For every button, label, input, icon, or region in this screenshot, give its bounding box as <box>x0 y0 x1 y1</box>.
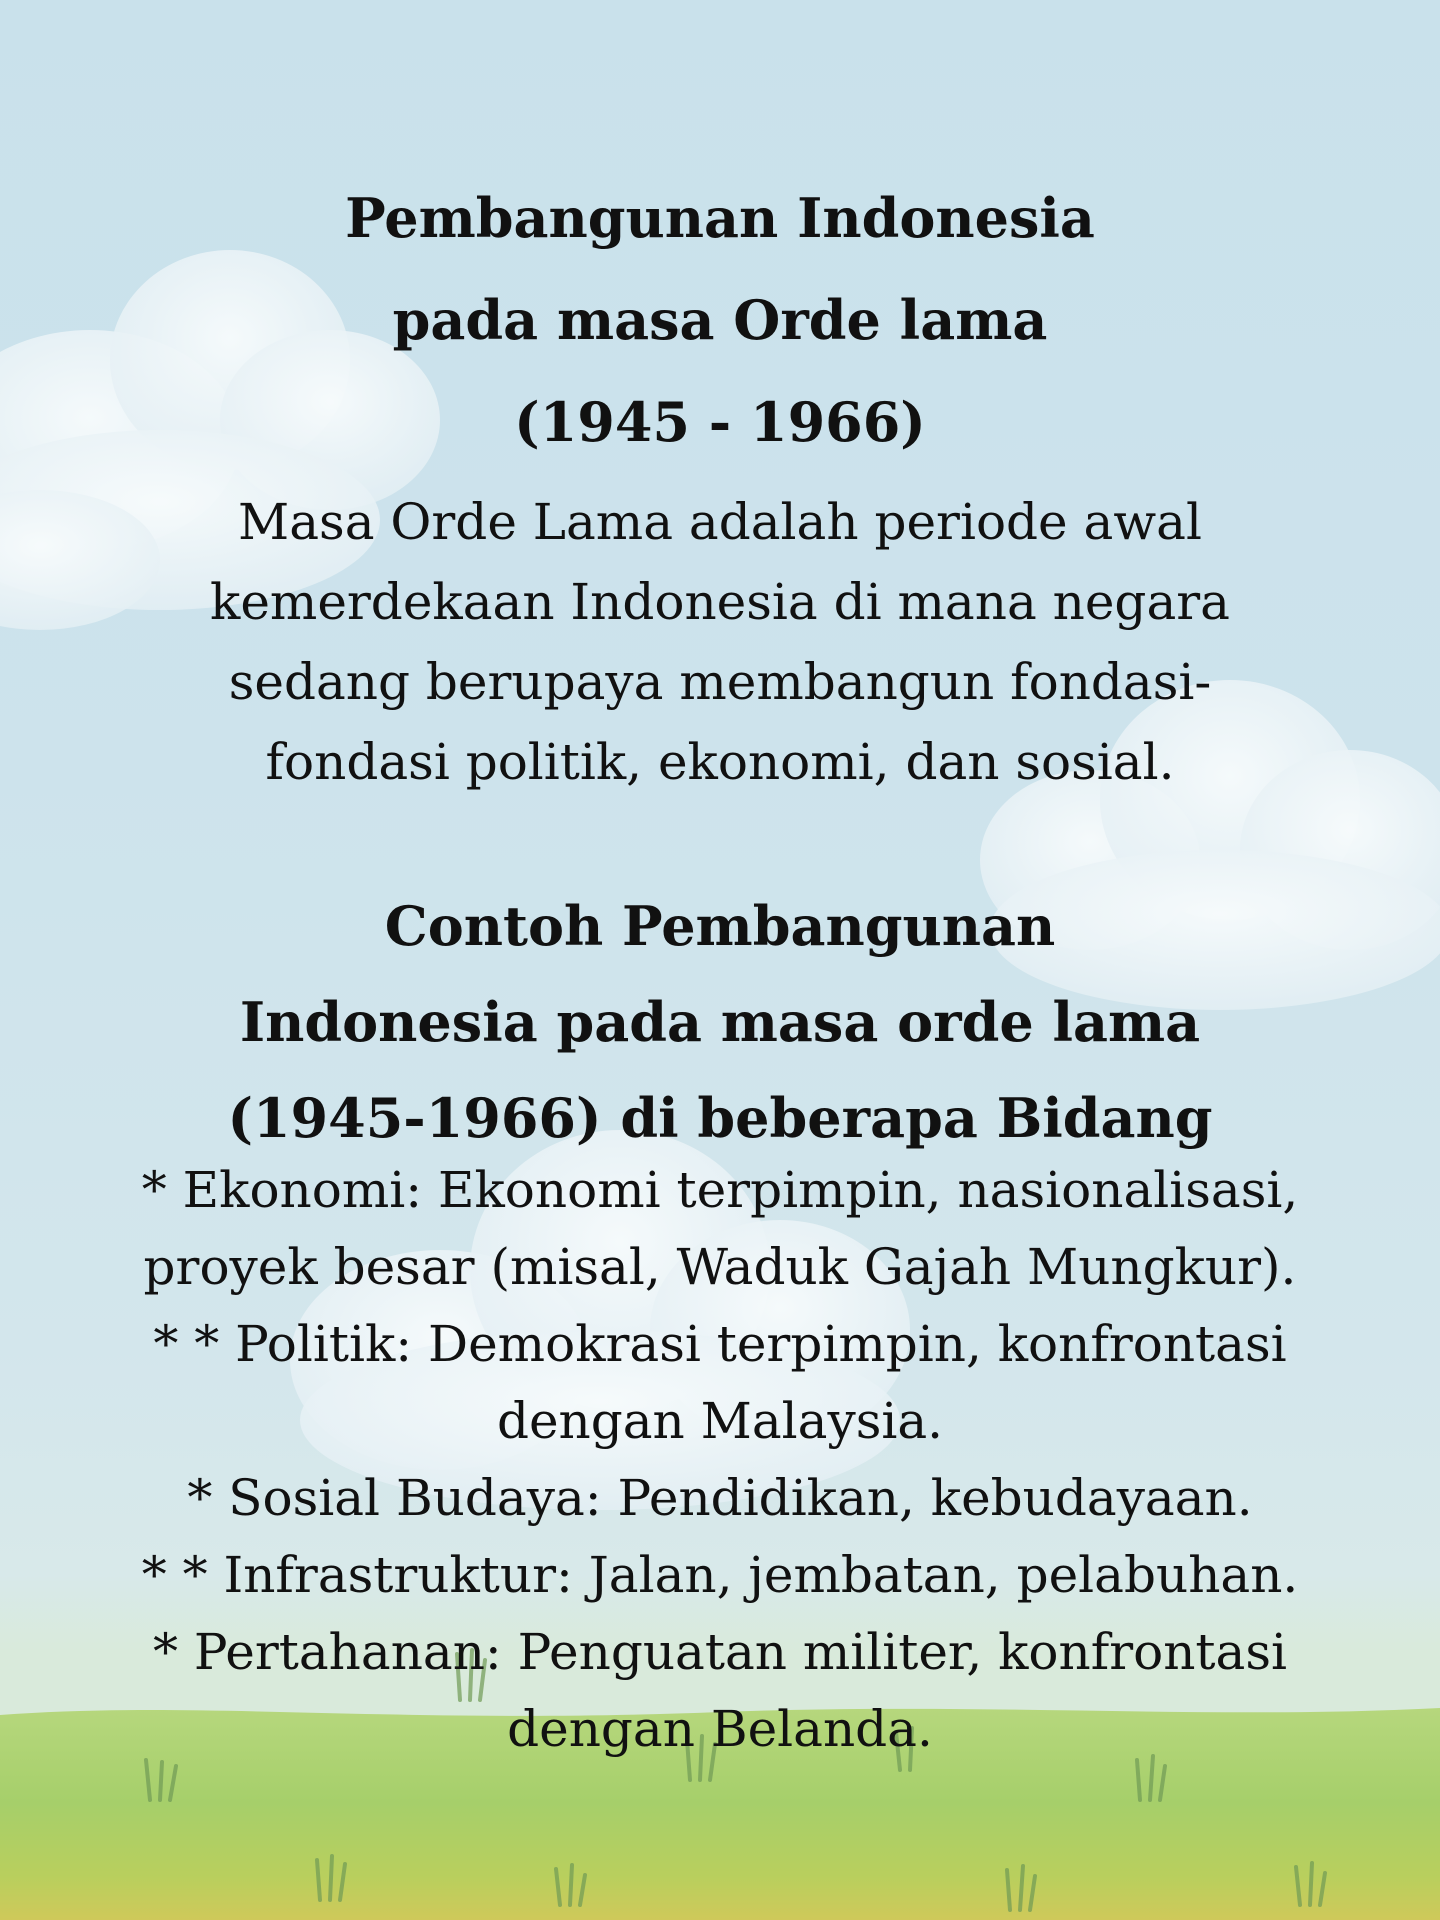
example-line: * Pertahanan: Penguatan militer, konfrontasi <box>153 1623 1287 1681</box>
example-line: * * Infrastruktur: Jalan, jembatan, pelabuhan. <box>141 1546 1299 1604</box>
subtitle-line: Contoh Pembangunan <box>384 894 1056 958</box>
intro-line: sedang berupaya membangun fondasi- <box>228 653 1212 711</box>
title-line: pada masa Orde lama <box>392 288 1048 352</box>
title-line: (1945 - 1966) <box>514 390 926 454</box>
example-line: dengan Malaysia. <box>496 1392 944 1450</box>
subtitle-line: (1945-1966) di beberapa Bidang <box>227 1086 1213 1150</box>
example-line: dengan Belanda. <box>507 1700 933 1758</box>
subtitle-line: Indonesia pada masa orde lama <box>239 990 1201 1054</box>
intro-line: fondasi politik, ekonomi, dan sosial. <box>265 733 1175 791</box>
example-line: * Ekonomi: Ekonomi terpimpin, nasionalisasi, <box>141 1161 1299 1219</box>
example-line: * * Politik: Demokrasi terpimpin, konfrontasi <box>153 1315 1287 1373</box>
example-line: proyek besar (misal, Waduk Gajah Mungkur). <box>143 1238 1297 1296</box>
title-line: Pembangunan Indonesia <box>345 186 1095 250</box>
intro-line: Masa Orde Lama adalah periode awal <box>238 493 1202 551</box>
example-line: * Sosial Budaya: Pendidikan, kebudayaan. <box>187 1469 1253 1527</box>
cloud-right <box>980 680 1440 1010</box>
intro-line: kemerdekaan Indonesia di mana negara <box>210 573 1230 631</box>
